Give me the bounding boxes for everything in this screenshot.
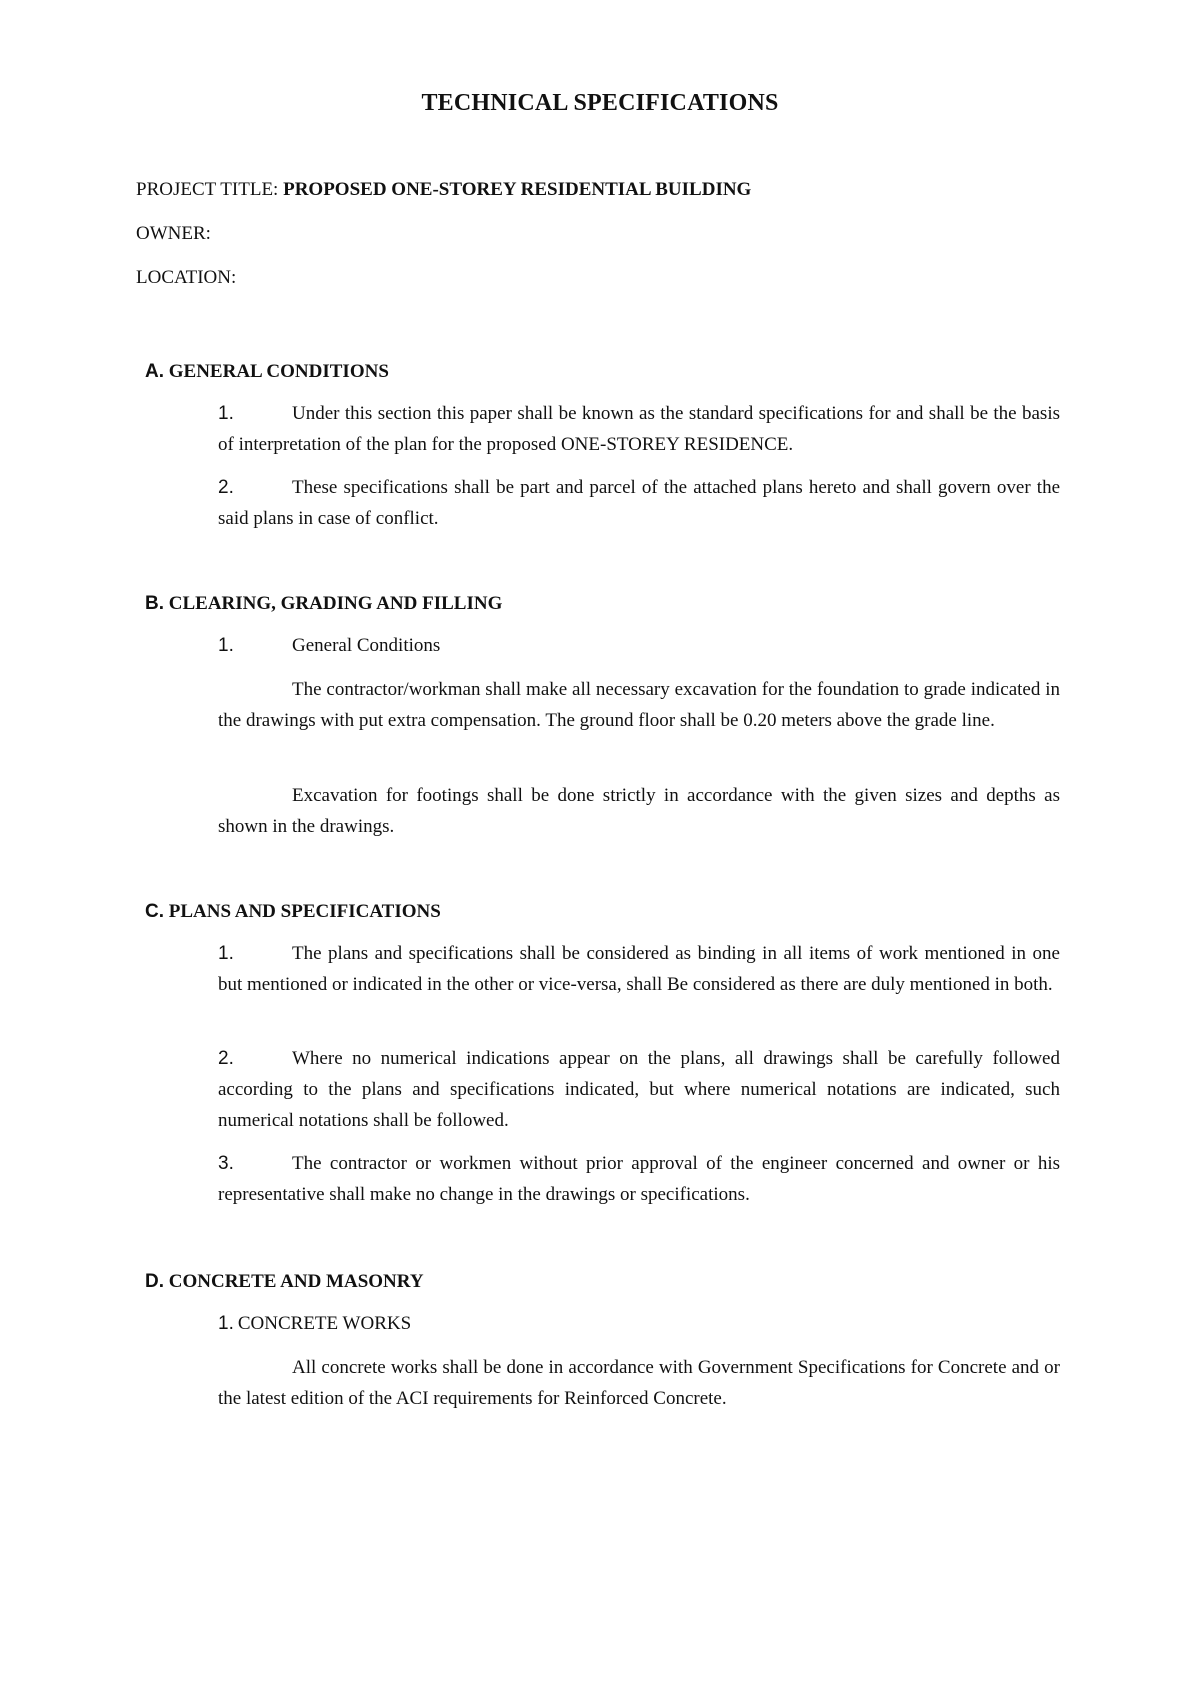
- item-number: 1.: [218, 403, 234, 424]
- item-text: These specifications shall be part and parcel of the attached plans hereto and shall govern over the said plans in case of conflict.: [218, 477, 1060, 529]
- section-c-title: PLANS AND SPECIFICATIONS: [168, 901, 441, 922]
- project-title-label: PROJECT TITLE:: [136, 179, 279, 200]
- item-number: 1.: [218, 635, 234, 656]
- item-text: CONCRETE WORKS: [237, 1313, 412, 1334]
- section-a-title: GENERAL CONDITIONS: [168, 361, 389, 382]
- section-b-paragraph-1: The contractor/workman shall make all necessary excavation for the foundation to grade indicated in the drawings with put extra compensation. The ground floor shall be 0.20 meters above the grade line.: [218, 679, 1060, 731]
- item-number: 2.: [218, 477, 234, 498]
- section-c-letter: C.: [145, 901, 164, 922]
- section-a-item-1: [218, 398, 1060, 460]
- owner-label: OWNER:: [136, 223, 211, 244]
- item-number: 1.: [218, 1313, 234, 1334]
- item-text: The contractor or workmen without prior approval of the engineer concerned and owner or his representative shall make no change in the drawings or specifications.: [218, 1153, 1060, 1205]
- project-title-line: [136, 178, 751, 202]
- section-c-heading: [145, 900, 441, 924]
- item-text: Under this section this paper shall be known as the standard specifications for and shall be the basis of interpretation of the plan for the proposed ONE-STOREY RESIDENCE.: [218, 403, 1060, 455]
- section-a-letter: A.: [145, 361, 164, 382]
- item-number: 3.: [218, 1153, 234, 1174]
- section-a-item-2: [218, 472, 1060, 534]
- location-label: LOCATION:: [136, 267, 237, 288]
- section-b-item-1: [218, 630, 1060, 661]
- item-number: 1.: [218, 943, 234, 964]
- section-a-heading: [145, 360, 389, 384]
- item-text: General Conditions: [292, 635, 441, 656]
- section-c-item-1: [218, 938, 1060, 1000]
- section-b-heading: [145, 592, 502, 616]
- section-d-heading: [145, 1270, 424, 1294]
- section-c-item-3: [218, 1148, 1060, 1210]
- item-text: Where no numerical indications appear on the plans, all drawings shall be carefully followed according to the plans and specifications indicated, but where numerical notations are indicated, such numerical notations shall be followed.: [218, 1048, 1060, 1131]
- section-b-title: CLEARING, GRADING AND FILLING: [168, 593, 503, 614]
- section-c-item-2: [218, 1043, 1060, 1136]
- section-d-paragraph-1: All concrete works shall be done in accordance with Government Specifications for Concrete and or the latest edition of the ACI requirements for Reinforced Concrete.: [218, 1357, 1060, 1409]
- section-d-item-1: [218, 1308, 1060, 1339]
- project-title-value: PROPOSED ONE-STOREY RESIDENTIAL BUILDING: [283, 179, 752, 200]
- item-text: The plans and specifications shall be considered as binding in all items of work mentioned in one but mentioned or indicated in the other or vice-versa, shall Be considered as there are duly mentioned in both.: [218, 943, 1060, 995]
- section-b-paragraph-2: Excavation for footings shall be done strictly in accordance with the given sizes and depths as shown in the drawings.: [218, 785, 1060, 837]
- section-b-letter: B.: [145, 593, 164, 614]
- section-d-letter: D.: [145, 1271, 164, 1292]
- document-title: TECHNICAL SPECIFICATIONS: [421, 90, 779, 116]
- section-d-title: CONCRETE AND MASONRY: [168, 1271, 424, 1292]
- item-number: 2.: [218, 1048, 234, 1069]
